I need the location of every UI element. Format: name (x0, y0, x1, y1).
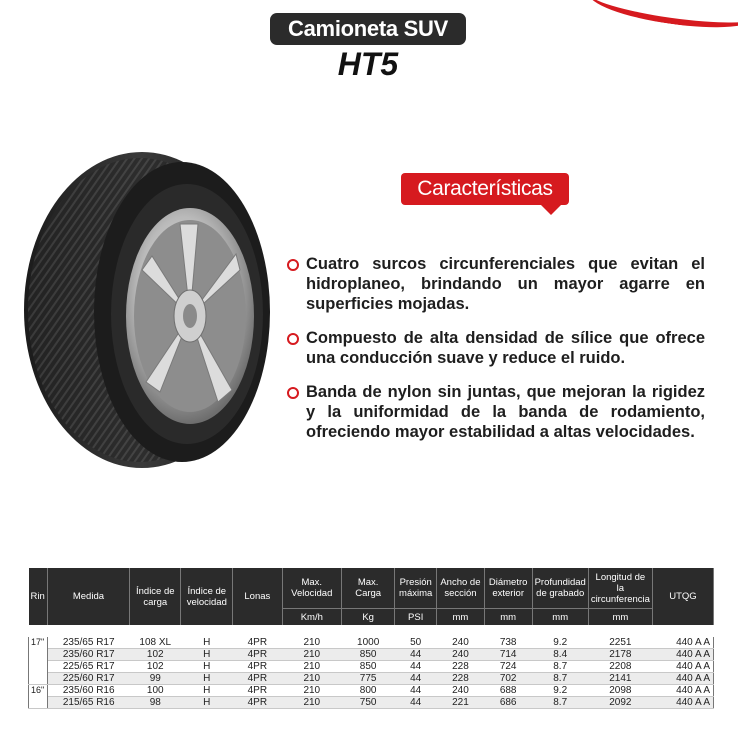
col-header: Índice de carga (130, 568, 181, 625)
category-title: Camioneta SUV (270, 13, 466, 45)
table-cell: 99 (130, 673, 181, 685)
unit-header: Km/h (282, 609, 342, 626)
table-cell: 440 A A (652, 673, 713, 685)
col-header: Max. Carga (342, 568, 395, 609)
table-cell: 1000 (342, 637, 395, 649)
table-cell: 4PR (233, 661, 282, 673)
table-row (29, 661, 714, 673)
table-cell: 225/65 R17 (47, 661, 129, 673)
table-cell: 100 (130, 685, 181, 697)
table-cell: 440 A A (652, 661, 713, 673)
table-cell: 44 (395, 661, 437, 673)
table-cell: 240 (437, 637, 485, 649)
table-row (29, 685, 714, 697)
table-cell: 8.7 (532, 661, 588, 673)
table-cell: 2251 (588, 637, 652, 649)
col-header: Rin (29, 568, 48, 625)
col-header: Ancho de sección (437, 568, 485, 609)
rin-cell: 17" (29, 637, 48, 685)
table-cell: 4PR (233, 697, 282, 709)
tire-wheel-image (22, 150, 270, 470)
table-row (29, 649, 714, 661)
table-cell: 210 (282, 649, 342, 661)
table-cell: 235/60 R16 (47, 685, 129, 697)
table-cell: 98 (130, 697, 181, 709)
table-cell: 2208 (588, 661, 652, 673)
table-cell: 4PR (233, 685, 282, 697)
table-row (29, 697, 714, 709)
table-cell: 686 (484, 697, 532, 709)
table-cell: 8.4 (532, 649, 588, 661)
table-cell: 440 A A (652, 637, 713, 649)
table-cell: 738 (484, 637, 532, 649)
unit-header: mm (588, 609, 652, 626)
table-cell: 44 (395, 697, 437, 709)
feature-item: Banda de nylon sin juntas, que mejoran la rigidez y la uniformidad de la banda de rodamiento, ofreciendo mayor estabilidad a altas velocidades. (287, 382, 705, 442)
table-cell: 44 (395, 649, 437, 661)
unit-header: mm (532, 609, 588, 626)
table-cell: 44 (395, 685, 437, 697)
table-cell: 850 (342, 661, 395, 673)
col-header: Longitud de la circunferencia (588, 568, 652, 609)
table-cell: 102 (130, 661, 181, 673)
table-cell: 102 (130, 649, 181, 661)
brand-swoosh-decoration (586, 0, 738, 36)
table-cell: H (181, 661, 233, 673)
table-row (29, 673, 714, 685)
table-cell: H (181, 697, 233, 709)
table-cell: 850 (342, 649, 395, 661)
col-header: Índice de velocidad (181, 568, 233, 625)
table-cell: 724 (484, 661, 532, 673)
table-row (29, 637, 714, 649)
table-cell: 221 (437, 697, 485, 709)
table-cell: 225/60 R17 (47, 673, 129, 685)
ring-bullet-icon (287, 387, 299, 399)
ring-bullet-icon (287, 333, 299, 345)
features-list (287, 254, 705, 456)
table-cell: 9.2 (532, 685, 588, 697)
col-header: Presión máxima (395, 568, 437, 609)
table-cell: 235/60 R17 (47, 649, 129, 661)
table-cell: 702 (484, 673, 532, 685)
col-header: UTQG (652, 568, 713, 625)
table-cell: 210 (282, 661, 342, 673)
table-cell: 2141 (588, 673, 652, 685)
table-cell: 4PR (233, 649, 282, 661)
col-header: Lonas (233, 568, 282, 625)
unit-header: mm (437, 609, 485, 626)
table-cell: 440 A A (652, 685, 713, 697)
rin-cell: 16" (29, 685, 48, 709)
table-cell: 9.2 (532, 637, 588, 649)
feature-item: Compuesto de alta densidad de sílice que ofrece una conducción suave y reduce el ruido. (287, 328, 705, 368)
col-header: Medida (47, 568, 129, 625)
table-cell: 210 (282, 673, 342, 685)
table-cell: 440 A A (652, 649, 713, 661)
table-cell: 775 (342, 673, 395, 685)
table-cell: 108 XL (130, 637, 181, 649)
table-cell: 240 (437, 685, 485, 697)
table-cell: 215/65 R16 (47, 697, 129, 709)
table-cell: 50 (395, 637, 437, 649)
col-header: Profundidad de grabado (532, 568, 588, 609)
spec-table-head (29, 568, 714, 625)
unit-header: mm (484, 609, 532, 626)
table-cell: 714 (484, 649, 532, 661)
table-cell: 2092 (588, 697, 652, 709)
ring-bullet-icon (287, 259, 299, 271)
unit-header: PSI (395, 609, 437, 626)
table-cell: 210 (282, 685, 342, 697)
table-cell: 235/65 R17 (47, 637, 129, 649)
spec-table-body (29, 625, 714, 709)
table-cell: 750 (342, 697, 395, 709)
col-header: Max. Velocidad (282, 568, 342, 609)
table-cell: 2178 (588, 649, 652, 661)
table-cell: 228 (437, 673, 485, 685)
table-cell: 688 (484, 685, 532, 697)
table-cell: 440 A A (652, 697, 713, 709)
table-cell: 44 (395, 673, 437, 685)
table-cell: 800 (342, 685, 395, 697)
table-cell: H (181, 685, 233, 697)
table-cell: 240 (437, 649, 485, 661)
table-cell: 2098 (588, 685, 652, 697)
table-cell: H (181, 637, 233, 649)
table-cell: 8.7 (532, 673, 588, 685)
col-header: Diámetro exterior (484, 568, 532, 609)
table-cell: H (181, 673, 233, 685)
table-cell: H (181, 649, 233, 661)
spec-table (28, 568, 714, 709)
model-name: HT5 (337, 46, 399, 82)
table-cell: 228 (437, 661, 485, 673)
table-cell: 4PR (233, 673, 282, 685)
table-cell: 4PR (233, 637, 282, 649)
unit-header: Kg (342, 609, 395, 626)
feature-item: Cuatro surcos circunferenciales que evitan el hidroplaneo, brindando un mayor agarre en superficies mojadas. (287, 254, 705, 314)
table-cell: 8.7 (532, 697, 588, 709)
table-cell: 210 (282, 697, 342, 709)
table-cell: 210 (282, 637, 342, 649)
features-badge: Características (401, 173, 569, 205)
